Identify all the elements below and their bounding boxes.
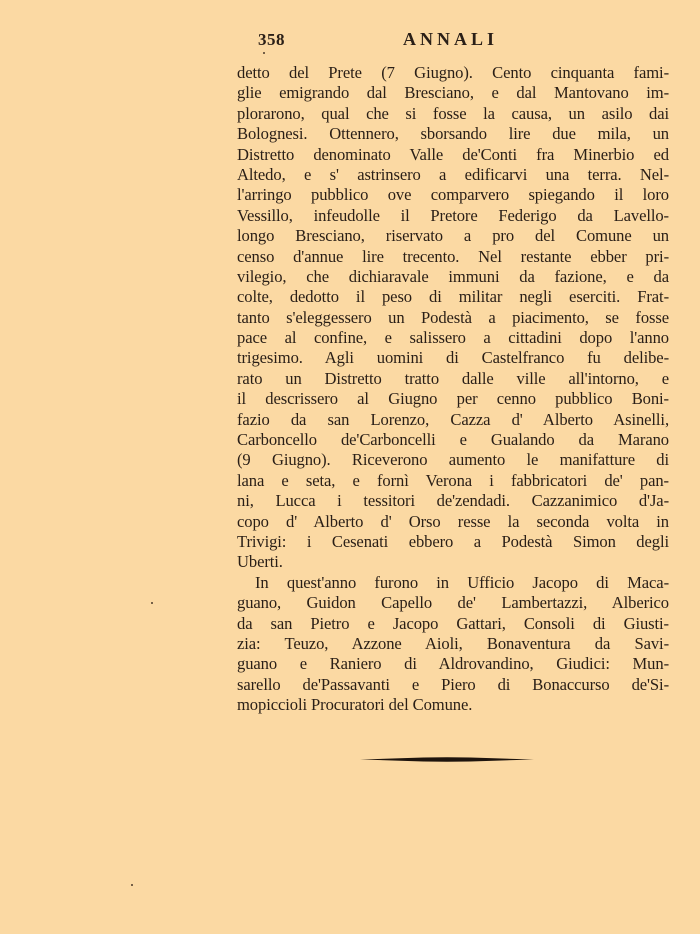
text-line: longo Bresciano, riservato a pro del Comune un xyxy=(237,226,669,246)
end-ornament-rule xyxy=(360,756,534,763)
text-line: Trivigi: i Cesenati ebbero a Podestà Simon degli xyxy=(237,531,669,551)
text-line: Altedo, e s' astrinsero a edificarvi una terra. Nel- xyxy=(237,164,669,184)
text-line: plorarono, qual che si fosse la causa, un asilo dai xyxy=(237,103,669,123)
text-line: il descrissero al Giugno per cenno pubblico Boni- xyxy=(237,389,669,409)
paper-speck xyxy=(263,52,265,54)
text-line: tanto s'eleggessero un Podestà a piacimento, se fosse xyxy=(237,307,669,327)
text-line: Carboncello de'Carboncelli e Gualando da Marano xyxy=(237,430,669,450)
text-line: l'arringo pubblico ove comparvero spiegando il loro xyxy=(237,185,669,205)
text-line: Bolognesi. Ottennero, sborsando lire due mila, un xyxy=(237,124,669,144)
text-line: trigesimo. Agli uomini di Castelfranco fu delibe- xyxy=(237,348,669,368)
decorative-rule-icon xyxy=(360,756,534,763)
text-line: mopiccioli Procuratori del Comune. xyxy=(237,695,473,715)
text-line: colte, dedotto il peso di militar negli eserciti. Frat- xyxy=(237,287,669,307)
running-head: ANNALI xyxy=(403,29,499,49)
paper-speck xyxy=(151,602,153,604)
text-line: Uberti. xyxy=(237,552,283,572)
text-line: lana e seta, e fornì Verona i fabbricatori de' pan- xyxy=(237,470,669,490)
page-number: 358 xyxy=(258,30,285,49)
text-line: fazio da san Lorenzo, Cazza d' Alberto Asinelli, xyxy=(237,409,669,429)
text-line: zia: Teuzo, Azzone Aioli, Bonaventura da Savi- xyxy=(237,633,669,653)
text-line: glie emigrando dal Bresciano, e dal Mantovano im- xyxy=(237,83,669,103)
body-text xyxy=(237,63,669,716)
text-line: censo d'annue lire trecento. Nel restante ebber pri- xyxy=(237,246,669,266)
paper-speck xyxy=(131,884,133,886)
text-line: Distretto denominato Valle de'Conti fra Minerbio ed xyxy=(237,144,669,164)
text-line: sarello de'Passavanti e Piero di Bonaccurso de'Si- xyxy=(237,674,669,694)
text-line: pace al confine, e salissero a cittadini dopo l'anno xyxy=(237,328,669,348)
paragraph-1 xyxy=(237,63,669,573)
text-line: In quest'anno furono in Ufficio Jacopo di Maca- xyxy=(255,572,669,592)
page-header xyxy=(258,30,558,54)
paragraph-2 xyxy=(237,573,669,716)
text-line: da san Pietro e Jacopo Gattari, Consoli di Giusti- xyxy=(237,613,669,633)
text-line: ni, Lucca i tessitori de'zendadi. Cazzanimico d'Ja- xyxy=(237,491,669,511)
text-line: detto del Prete (7 Giugno). Cento cinquanta fami- xyxy=(237,63,669,82)
text-line: guano, Guidon Capello de' Lambertazzi, Alberico xyxy=(237,593,669,613)
text-line: guano e Raniero di Aldrovandino, Giudici: Mun- xyxy=(237,654,669,674)
text-line: (9 Giugno). Riceverono aumento le manifatture di xyxy=(237,450,669,470)
text-line: vilegio, che dichiaravale immuni da fazione, e da xyxy=(237,266,669,286)
text-line: rato un Distretto tratto dalle ville all'intorno, e xyxy=(237,368,669,388)
text-line: Vessillo, infeudolle il Pretore Federigo da Lavello- xyxy=(237,205,669,225)
text-line: copo d' Alberto d' Orso resse la seconda volta in xyxy=(237,511,669,531)
